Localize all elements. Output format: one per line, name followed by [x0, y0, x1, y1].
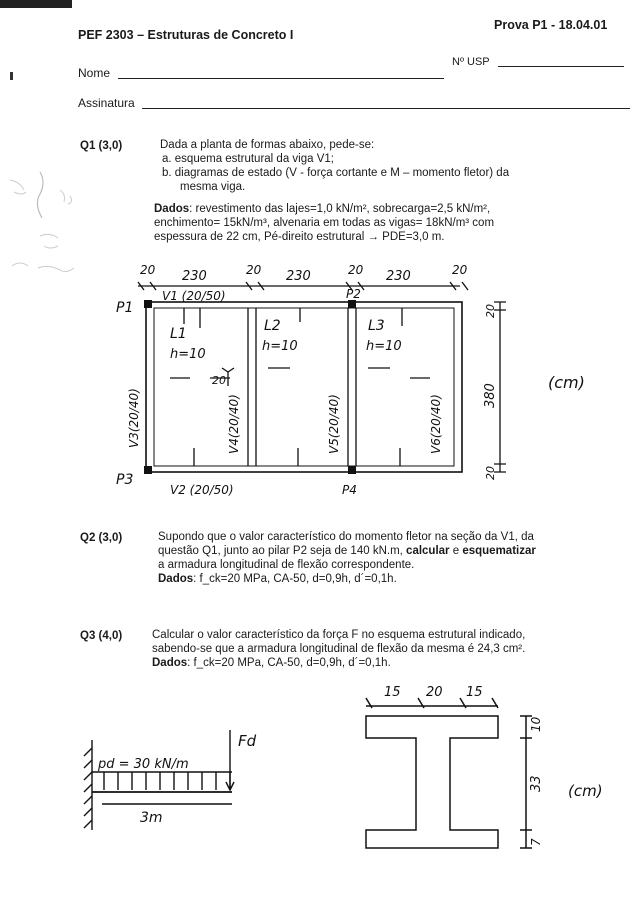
svg-text:230: 230	[386, 269, 411, 284]
q1-label: Q1 (3,0)	[80, 140, 123, 152]
svg-text:V5(20/40): V5(20/40)	[327, 394, 341, 454]
signature-label: Assinatura	[78, 96, 135, 110]
svg-text:V2 (20/50): V2 (20/50)	[170, 483, 234, 497]
svg-text:L2: L2	[264, 318, 281, 334]
name-line[interactable]	[118, 78, 444, 79]
svg-text:230: 230	[182, 269, 207, 284]
usp-label: Nº USP	[452, 56, 490, 68]
q1-item-a: a. esquema estrutural da viga V1;	[162, 153, 334, 165]
course-title: PEF 2303 – Estruturas de Concreto I	[78, 28, 294, 42]
svg-text:L1: L1	[170, 326, 187, 342]
margin-scribbles	[0, 150, 90, 290]
svg-text:V1 (20/50): V1 (20/50)	[162, 289, 226, 303]
svg-text:20: 20	[246, 263, 262, 277]
q1-item-b: b. diagramas de estado (V - força cortante e M – momento fletor) da	[162, 167, 510, 179]
q3-label: Q3 (4,0)	[80, 630, 123, 642]
svg-text:20: 20	[484, 304, 497, 318]
q2-line1: Supondo que o valor característico do momento fletor na seção da V1, da	[158, 531, 534, 543]
margin-dot	[10, 72, 13, 80]
svg-text:h=10: h=10	[262, 339, 298, 354]
svg-text:20: 20	[212, 374, 226, 387]
svg-text:20: 20	[348, 263, 364, 277]
svg-text:230: 230	[286, 269, 311, 284]
q1-data-3: espessura de 22 cm, Pé-direito estrutural → PDE=3,0 m.	[154, 231, 445, 243]
floor-plan	[110, 258, 630, 498]
q2-line2: questão Q1, junto ao pilar P2 seja de 140 kN.m,	[158, 545, 403, 557]
svg-text:7: 7	[529, 838, 543, 846]
q1-text	[160, 138, 610, 194]
q2-esq: esquematizar	[462, 545, 536, 557]
q3-data: : f_ck=20 MPa, CA-50, d=0,9h, d´=0,1h.	[187, 657, 391, 669]
q2-data-label: Dados	[158, 573, 194, 585]
svg-text:h=10: h=10	[170, 347, 206, 362]
svg-text:P3: P3	[116, 472, 134, 488]
q1-data-label: Dados	[154, 203, 190, 215]
svg-text:20: 20	[140, 263, 156, 277]
q1-item-b-cont: mesma viga.	[180, 181, 246, 193]
top-dark-mark	[0, 0, 72, 8]
svg-text:(cm): (cm)	[568, 782, 603, 800]
svg-text:Fd: Fd	[238, 732, 257, 750]
svg-text:P1: P1	[116, 300, 134, 316]
signature-line[interactable]	[142, 108, 630, 109]
svg-text:V4(20/40): V4(20/40)	[227, 394, 241, 454]
svg-text:P2: P2	[346, 287, 361, 301]
svg-text:20: 20	[484, 466, 497, 480]
svg-text:L3: L3	[368, 318, 385, 334]
svg-text:(cm): (cm)	[548, 373, 585, 392]
q1-data	[154, 202, 614, 244]
q1-data-2: enchimento= 15kN/m³, alvenaria em todas as vigas= 18kN/m³ com	[154, 217, 495, 229]
svg-text:20: 20	[426, 685, 443, 700]
svg-text:V6(20/40): V6(20/40)	[429, 394, 443, 454]
q1-intro: Dada a planta de formas abaixo, pede-se:	[160, 139, 375, 151]
q2-and: e	[452, 545, 460, 557]
q3-data-label: Dados	[152, 657, 188, 669]
svg-text:380: 380	[483, 383, 498, 408]
q2-calc: calcular	[406, 545, 450, 557]
q2-text	[158, 530, 618, 586]
svg-text:20: 20	[452, 263, 468, 277]
svg-text:10: 10	[529, 716, 543, 732]
svg-text:V3(20/40): V3(20/40)	[127, 388, 141, 448]
svg-text:pd = 30 kN/m: pd = 30 kN/m	[98, 757, 189, 772]
q1-data-1: : revestimento das lajes=1,0 kN/m², sobrecarga=2,5 kN/m²,	[189, 203, 491, 215]
i-section-sketch	[356, 680, 626, 870]
usp-line[interactable]	[498, 66, 624, 67]
svg-text:3m: 3m	[140, 810, 163, 826]
exam-date: Prova P1 - 18.04.01	[494, 18, 608, 32]
svg-text:33: 33	[529, 775, 544, 792]
q3-line1: Calcular o valor característico da força F no esquema estrutural indicado,	[152, 629, 526, 641]
q3-text	[152, 628, 618, 670]
name-label: Nome	[78, 66, 111, 80]
svg-text:15: 15	[466, 685, 483, 700]
q2-data: : f_ck=20 MPa, CA-50, d=0,9h, d´=0,1h.	[193, 573, 397, 585]
svg-text:P4: P4	[342, 483, 357, 497]
svg-text:h=10: h=10	[366, 339, 402, 354]
q2-line3: a armadura longitudinal de flexão correspondente.	[158, 559, 415, 571]
q2-label: Q2 (3,0)	[80, 532, 123, 544]
svg-text:15: 15	[384, 685, 401, 700]
cantilever-sketch	[78, 720, 278, 840]
q3-line2: sabendo-se que a armadura longitudinal de flexão da mesma é 24,3 cm².	[152, 643, 526, 655]
